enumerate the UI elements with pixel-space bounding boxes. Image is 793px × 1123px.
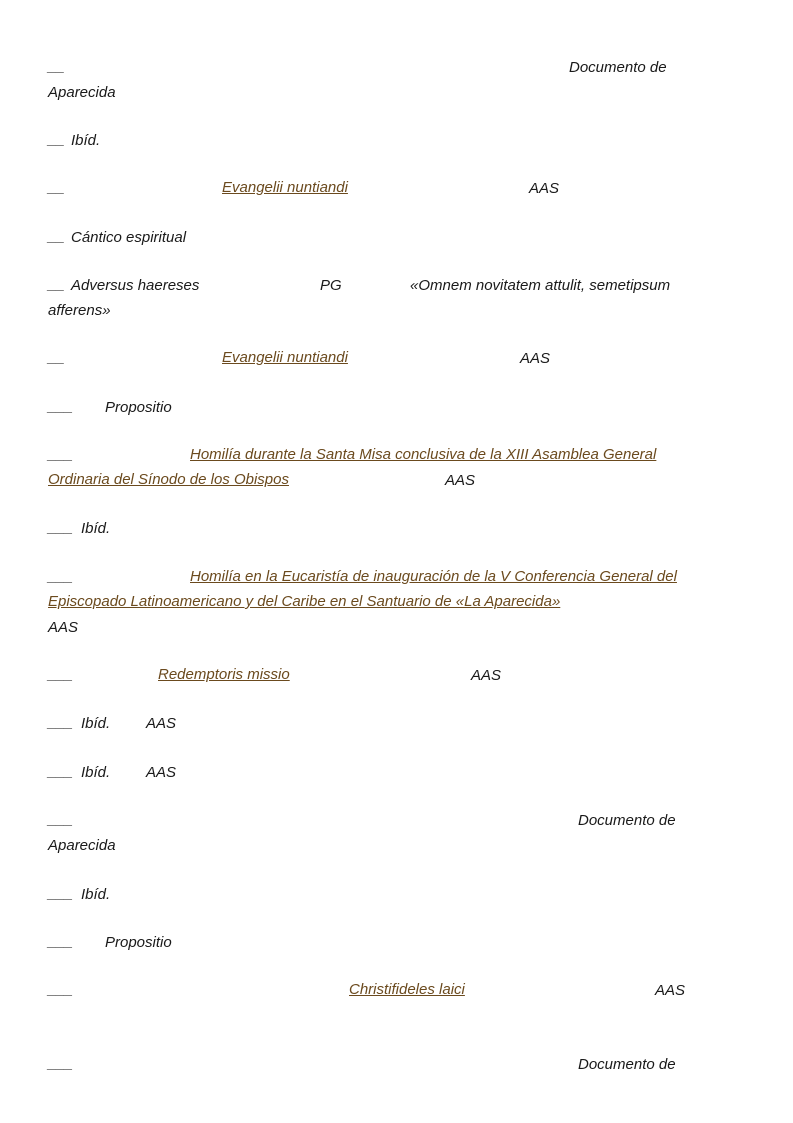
footnote-marker: ___ bbox=[48, 714, 74, 731]
footnote-marker: ___ bbox=[48, 885, 74, 902]
footnote-pg: PG bbox=[320, 277, 342, 294]
footnote-aas: AAS bbox=[529, 180, 560, 197]
footnote-marker: ___ bbox=[48, 933, 74, 950]
footnote-marker: __ bbox=[48, 58, 65, 75]
footnote-quote-continuation: afferens» bbox=[48, 302, 111, 319]
footnote-marker: __ bbox=[48, 349, 65, 366]
footnote-aas: AAS bbox=[445, 472, 476, 489]
footnote-link-continuation[interactable]: Ordinaria del Sínodo de los Obispos bbox=[48, 471, 289, 488]
footnote-doc-title: Documento de bbox=[578, 812, 676, 829]
footnote-link[interactable]: Homilía en la Eucaristía de inauguración de la V Conferencia General del bbox=[190, 568, 677, 585]
footnote-text: Propositio bbox=[105, 399, 172, 416]
footnote-text: Ibíd. bbox=[81, 715, 111, 732]
footnote-aas: AAS bbox=[146, 764, 177, 781]
footnote-marker: ___ bbox=[48, 519, 74, 536]
footnote-text: Cántico espiritual bbox=[71, 229, 187, 246]
footnote-link[interactable]: Evangelii nuntiandi bbox=[222, 349, 348, 366]
footnote-doc-continuation: Aparecida bbox=[48, 837, 116, 854]
footnote-marker: ___ bbox=[48, 763, 74, 780]
footnote-aas: AAS bbox=[48, 619, 79, 636]
footnote-marker: ___ bbox=[48, 666, 74, 683]
footnote-link[interactable]: Christifideles laici bbox=[349, 981, 465, 998]
footnote-marker: __ bbox=[48, 131, 65, 148]
footnote-link[interactable]: Evangelii nuntiandi bbox=[222, 179, 348, 196]
footnote-text: Adversus haereses bbox=[71, 277, 200, 294]
footnote-marker: ___ bbox=[48, 398, 74, 415]
footnote-text: Ibíd. bbox=[81, 886, 111, 903]
footnote-marker: ___ bbox=[48, 981, 74, 998]
footnote-marker: ___ bbox=[48, 568, 74, 585]
footnote-text: Ibíd. bbox=[81, 764, 111, 781]
footnote-aas: AAS bbox=[471, 667, 502, 684]
footnote-link-continuation[interactable]: Episcopado Latinoamericano y del Caribe en el Santuario de «La Aparecida» bbox=[48, 593, 561, 610]
footnote-aas: AAS bbox=[655, 982, 686, 999]
footnote-text: Propositio bbox=[105, 934, 172, 951]
footnote-doc-title: Documento de bbox=[569, 59, 667, 76]
footnote-marker: ___ bbox=[48, 811, 74, 828]
footnote-marker: __ bbox=[48, 276, 65, 293]
footnote-text: Ibíd. bbox=[81, 520, 111, 537]
footnote-doc-continuation: Aparecida bbox=[48, 84, 116, 101]
footnote-aas: AAS bbox=[146, 715, 177, 732]
footnote-doc-title: Documento de bbox=[578, 1056, 676, 1073]
footnote-quote: «Omnem novitatem attulit, semetipsum bbox=[410, 277, 671, 294]
footnote-marker: __ bbox=[48, 179, 65, 196]
footnote-marker: ___ bbox=[48, 1055, 74, 1072]
footnote-marker: __ bbox=[48, 228, 65, 245]
footnote-text: Ibíd. bbox=[71, 132, 101, 149]
footnote-link[interactable]: Homilía durante la Santa Misa conclusiva de la XIII Asamblea General bbox=[190, 446, 657, 463]
footnote-marker: ___ bbox=[48, 446, 74, 463]
footnote-link[interactable]: Redemptoris missio bbox=[158, 666, 290, 683]
footnote-aas: AAS bbox=[520, 350, 551, 367]
